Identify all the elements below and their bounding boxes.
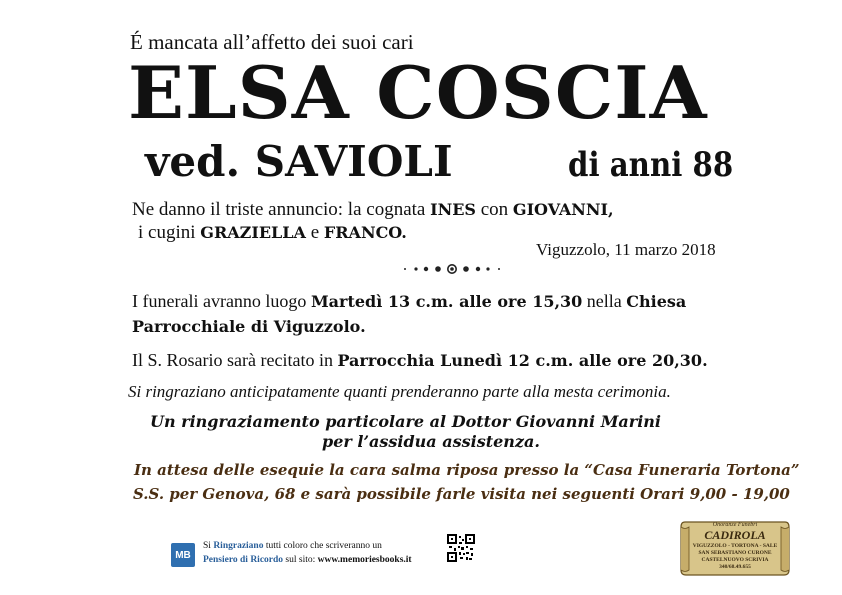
fun1-church: Chiesa — [626, 292, 687, 311]
intro-text: É mancata all’affetto dei suoi cari — [130, 30, 414, 54]
mem2-text-b: sul sito: — [283, 555, 318, 565]
funeral-line-1 — [132, 291, 686, 312]
mem2-pensiero: Pensiero di Ricordo — [203, 555, 284, 565]
ann2-text-a: i cugini — [138, 222, 201, 243]
wake-line-1: In attesa delle esequie la cara salma riposa presso la “Casa Funeraria Tortona” — [134, 461, 800, 479]
memories-line-2 — [203, 555, 412, 565]
age-text: di anni 88 — [568, 145, 734, 185]
funeral-line-2 — [132, 316, 366, 337]
memories-line-1 — [203, 541, 382, 551]
agency-towns: VIGUZZOLO - TORTONA - SALE — [692, 543, 778, 549]
ann1-text-c: con — [475, 199, 513, 220]
fun2-church-name: Parrocchiale di Viguzzolo. — [132, 317, 366, 336]
married-name: ved. SAVIOLI — [145, 137, 453, 186]
fun1-text-c: nella — [582, 291, 627, 311]
special-thanks-line-1: Un ringraziamento particolare al Dottor Giovanni Marini — [150, 412, 661, 431]
agency-phone: 340/68.49.655 — [719, 564, 751, 570]
announcement-line-1 — [132, 199, 614, 221]
announcement-line-2 — [138, 222, 407, 244]
mem1-ringraziano: Ringraziano — [213, 541, 264, 551]
ann1-name-giovanni: GIOVANNI, — [512, 200, 614, 219]
rosary-datetime: Parrocchia Lunedì 12 c.m. alle ore 20,30. — [337, 351, 708, 370]
wake-line-2: S.S. per Genova, 68 e sarà possibile farle visita nei seguenti Orari 9,00 - 19,00 — [133, 485, 790, 503]
agency-town-2: SAN SEBASTIANO CURONE — [698, 550, 772, 556]
deceased-name: ELSA COSCIA — [128, 50, 708, 135]
ann2-name-franco: FRANCO. — [323, 223, 407, 242]
agency-subtitle: Onoranze Funebri — [712, 522, 758, 528]
general-thanks: Si ringraziano anticipatamente quanti prenderanno parte alla mesta cerimonia. — [128, 382, 671, 401]
ann1-name-ines: INES — [430, 200, 476, 219]
qr-code-icon — [447, 534, 475, 562]
mem1-text-c: tutti coloro che scriveranno un — [263, 541, 382, 551]
ann1-text-a: Ne danno il triste annuncio: la cognata — [132, 199, 431, 220]
agency-town-3: CASTELNUOVO SCRIVIA — [701, 557, 769, 563]
memoriesbooks-logo: MB — [171, 543, 195, 567]
mem1-text-a: Si — [203, 541, 214, 551]
rosary-text-a: Il S. Rosario sarà recitato in — [132, 350, 338, 370]
agency-name: CADIROLA — [704, 528, 766, 542]
funeral-agency-badge — [679, 518, 791, 578]
place-date: Viguzzolo, 11 marzo 2018 — [536, 240, 716, 259]
fun1-text-a: I funerali avranno luogo — [132, 291, 311, 311]
rosary-line — [132, 350, 708, 371]
ann2-name-graziella: GRAZIELLA — [200, 223, 306, 242]
memoriesbooks-link[interactable]: www.memoriesbooks.it — [317, 555, 412, 565]
special-thanks-line-2: per l’assidua assistenza. — [322, 432, 540, 451]
fun1-datetime: Martedì 13 c.m. alle ore 15,30 — [310, 292, 583, 311]
ornament-divider-icon — [402, 263, 502, 275]
ann2-text-c: e — [305, 222, 324, 243]
